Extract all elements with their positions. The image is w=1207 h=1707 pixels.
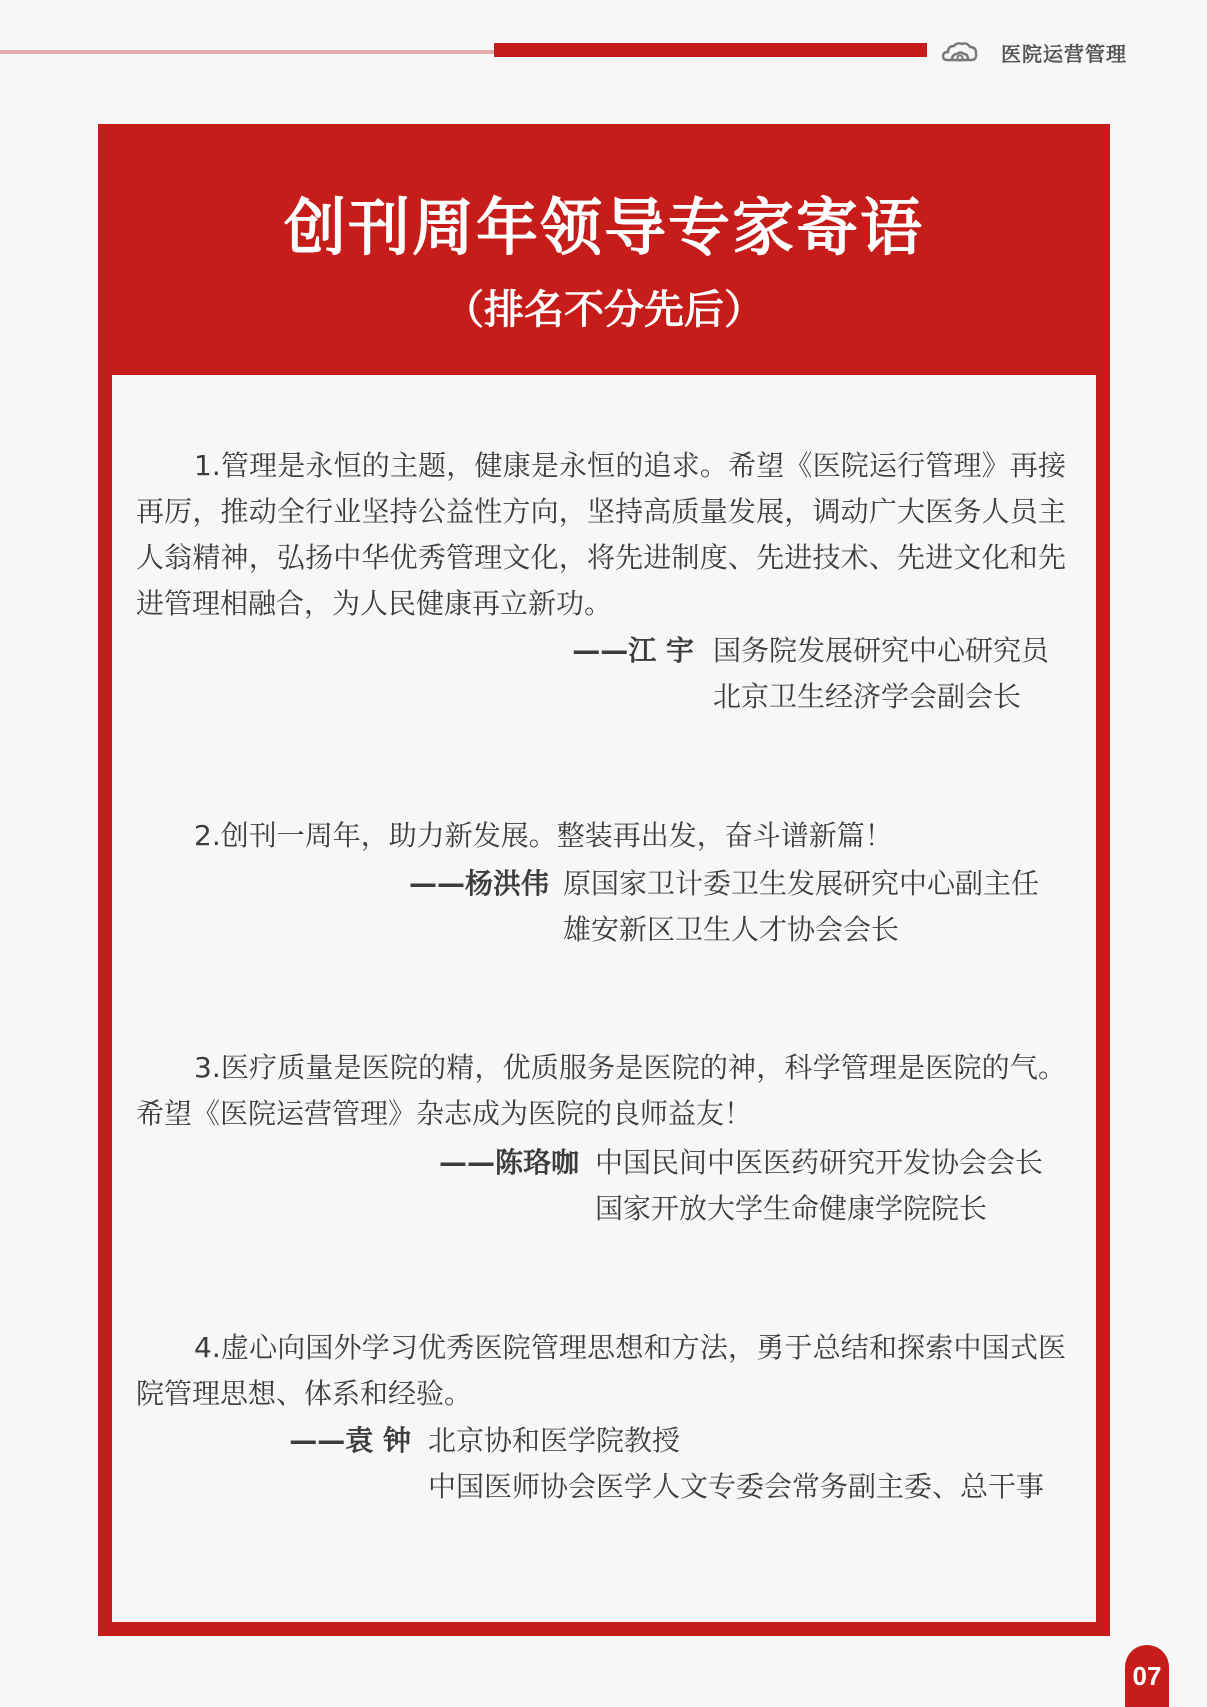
page-number: 07 xyxy=(1125,1645,1169,1707)
panel-title: 创刊周年领导专家寄语 xyxy=(283,191,924,264)
quote-4-attribution xyxy=(0,1418,1207,1518)
quote-text: 1.管理是永恒的主题，健康是永恒的追求。希望《医院运行管理》再接再厉，推动全行业坚持公益性方向，坚持高质量发展，调动广大医务人员主人翁精神，弘扬中华优秀管理文化，将先进制度、先进技术、先进文化和先进管理相融合，为人民健康再立新功。 xyxy=(136,449,1066,620)
author-name: ——江 宇 xyxy=(572,634,694,667)
author-role: 国务院发展研究中心研究员 xyxy=(713,634,1050,667)
author-role: 原国家卫计委卫生发展研究中心副主任 xyxy=(563,867,1040,900)
author-role: 中国医师协会医学人文专委会常务副主委、总干事 xyxy=(428,1470,1045,1503)
quote-text: 4.虚心向国外学习优秀医院管理思想和方法，勇于总结和探索中国式医院管理思想、体系和经验。 xyxy=(136,1331,1066,1410)
author-role: 北京卫生经济学会副会长 xyxy=(713,680,1022,713)
header-rule-light xyxy=(0,50,494,54)
quote-text: 3.医疗质量是医院的精，优质服务是医院的神，科学管理是医院的气。希望《医院运营管理》杂志成为医院的良师益友！ xyxy=(136,1051,1066,1130)
author-name: ——陈珞咖 xyxy=(438,1146,579,1179)
author-role: 国家开放大学生命健康学院院长 xyxy=(595,1192,988,1225)
author-role: 北京协和医学院教授 xyxy=(428,1424,681,1457)
author-roles xyxy=(428,1418,1044,1510)
quote-2-attribution xyxy=(0,861,1207,961)
magazine-title: 医院运营管理 xyxy=(1001,42,1127,66)
author-role: 中国民间中医医药研究开发协会会长 xyxy=(595,1146,1044,1179)
author-role: 雄安新区卫生人才协会会长 xyxy=(563,913,900,946)
quote-3 xyxy=(136,1045,1066,1137)
quote-4 xyxy=(136,1325,1066,1417)
quote-3-attribution xyxy=(0,1140,1207,1240)
author-roles xyxy=(563,861,1039,953)
header-rule-accent xyxy=(494,43,927,57)
author-roles xyxy=(595,1140,1043,1232)
quote-2 xyxy=(136,813,1066,859)
quote-1-attribution xyxy=(0,628,1207,728)
cloud-logo-icon xyxy=(942,41,978,65)
quote-1 xyxy=(136,443,1066,627)
author-roles xyxy=(713,628,1049,720)
author-name: ——杨洪伟 xyxy=(408,867,549,900)
quote-text: 2.创刊一周年，助力新发展。整装再出发，奋斗谱新篇！ xyxy=(194,819,893,852)
author-name: ——袁 钟 xyxy=(289,1424,411,1457)
panel-subtitle: （排名不分先后） xyxy=(444,287,764,333)
